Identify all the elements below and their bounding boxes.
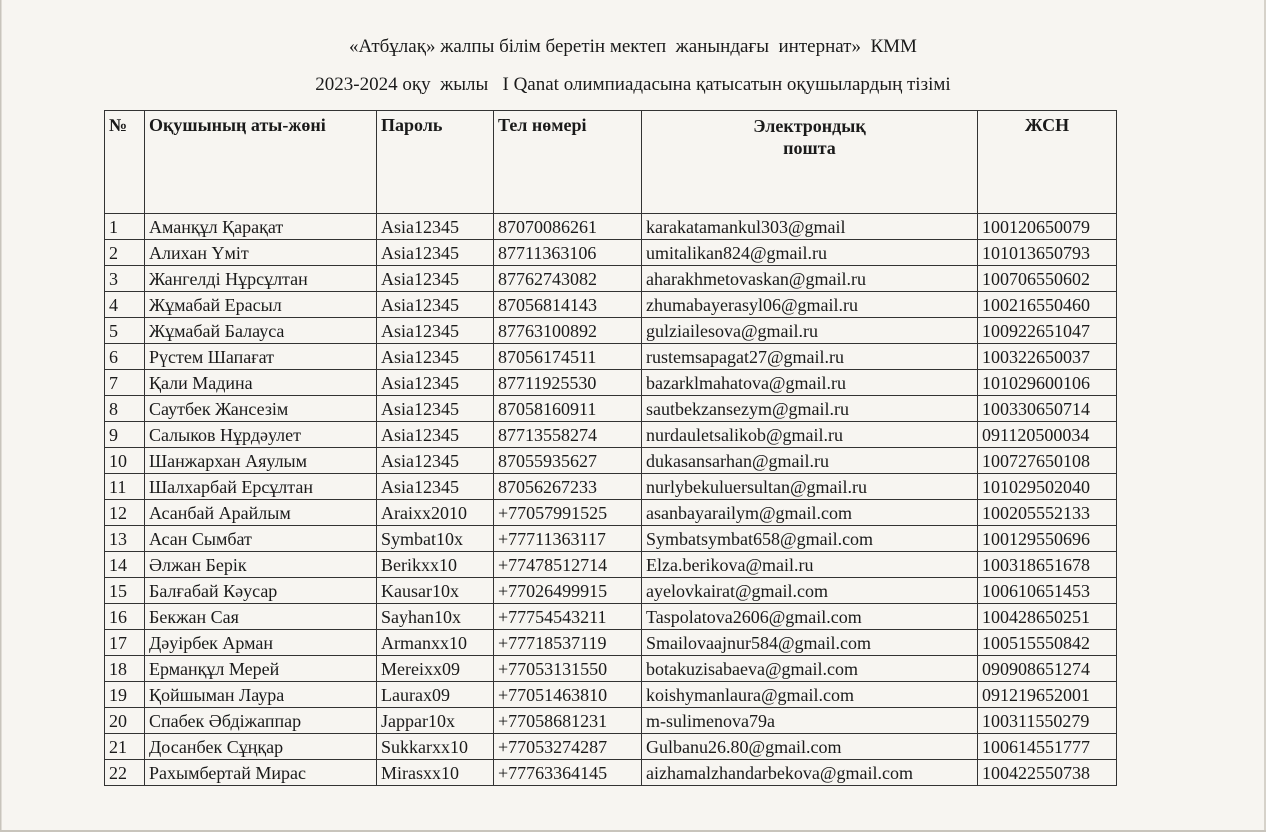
row-number-cell: 14 — [105, 552, 145, 578]
header-number: № — [105, 111, 145, 214]
student-name-cell: Жұмабай Балауса — [145, 318, 377, 344]
password-cell: Asia12345 — [377, 448, 494, 474]
phone-number-cell: 87070086261 — [494, 214, 642, 240]
row-number-cell: 16 — [105, 604, 145, 630]
student-name-cell: Шанжархан Аяулым — [145, 448, 377, 474]
student-name-cell: Қали Мадина — [145, 370, 377, 396]
student-name-cell: Салыков Нұрдәулет — [145, 422, 377, 448]
email-cell: koishymanlaura@gmail.com — [642, 682, 978, 708]
iin-cell: 100205552133 — [978, 500, 1117, 526]
password-cell: Berikxx10 — [377, 552, 494, 578]
password-cell: Asia12345 — [377, 474, 494, 500]
password-cell: Jappar10x — [377, 708, 494, 734]
student-name-cell: Рахымбертай Мирас — [145, 760, 377, 786]
email-cell: sautbekzansezym@gmail.ru — [642, 396, 978, 422]
row-number-cell: 10 — [105, 448, 145, 474]
row-number-cell: 15 — [105, 578, 145, 604]
header-phone: Тел нөмері — [494, 111, 642, 214]
header-password: Пароль — [377, 111, 494, 214]
phone-number-cell: 87711925530 — [494, 370, 642, 396]
email-cell: nurdauletsalikob@gmail.ru — [642, 422, 978, 448]
iin-cell: 100428650251 — [978, 604, 1117, 630]
student-name-cell: Спабек Әбдіжаппар — [145, 708, 377, 734]
table-row — [105, 448, 1117, 474]
iin-cell: 090908651274 — [978, 656, 1117, 682]
password-cell: Asia12345 — [377, 318, 494, 344]
table-row — [105, 604, 1117, 630]
row-number-cell: 17 — [105, 630, 145, 656]
table-row — [105, 474, 1117, 500]
password-cell: Asia12345 — [377, 396, 494, 422]
password-cell: Kausar10x — [377, 578, 494, 604]
student-name-cell: Асан Сымбат — [145, 526, 377, 552]
row-number-cell: 3 — [105, 266, 145, 292]
document-subtitle: 2023-2024 оқу жылы I Qanat олимпиадасына қатысатын оқушылардың тізімі — [315, 74, 951, 95]
email-cell: Elza.berikova@mail.ru — [642, 552, 978, 578]
row-number-cell: 19 — [105, 682, 145, 708]
row-number-cell: 18 — [105, 656, 145, 682]
iin-cell: 101029502040 — [978, 474, 1117, 500]
password-cell: Laurax09 — [377, 682, 494, 708]
student-name-cell: Ерманқұл Мерей — [145, 656, 377, 682]
email-cell: Symbatsymbat658@gmail.com — [642, 526, 978, 552]
email-cell: Taspolatova2606@gmail.com — [642, 604, 978, 630]
table-row — [105, 552, 1117, 578]
phone-number-cell: +77718537119 — [494, 630, 642, 656]
phone-number-cell: +77053274287 — [494, 734, 642, 760]
table-header-row — [105, 111, 1117, 214]
password-cell: Asia12345 — [377, 240, 494, 266]
student-name-cell: Жұмабай Ерасыл — [145, 292, 377, 318]
iin-cell: 101029600106 — [978, 370, 1117, 396]
phone-number-cell: 87713558274 — [494, 422, 642, 448]
student-name-cell: Балғабай Кәусар — [145, 578, 377, 604]
table-row — [105, 396, 1117, 422]
student-name-cell: Рүстем Шапағат — [145, 344, 377, 370]
table-row — [105, 266, 1117, 292]
password-cell: Asia12345 — [377, 422, 494, 448]
row-number-cell: 13 — [105, 526, 145, 552]
password-cell: Mirasxx10 — [377, 760, 494, 786]
password-cell: Sayhan10x — [377, 604, 494, 630]
phone-number-cell: +77763364145 — [494, 760, 642, 786]
student-name-cell: Алихан Үміт — [145, 240, 377, 266]
password-cell: Armanxx10 — [377, 630, 494, 656]
phone-number-cell: 87056267233 — [494, 474, 642, 500]
email-cell: aizhamalzhandarbekova@gmail.com — [642, 760, 978, 786]
email-cell: ayelovkairat@gmail.com — [642, 578, 978, 604]
row-number-cell: 9 — [105, 422, 145, 448]
table-row — [105, 292, 1117, 318]
email-cell: karakatamankul303@gmail — [642, 214, 978, 240]
phone-number-cell: +77478512714 — [494, 552, 642, 578]
phone-number-cell: +77026499915 — [494, 578, 642, 604]
iin-cell: 100318651678 — [978, 552, 1117, 578]
row-number-cell: 5 — [105, 318, 145, 344]
row-number-cell: 4 — [105, 292, 145, 318]
student-name-cell: Шалхарбай Ерсұлтан — [145, 474, 377, 500]
phone-number-cell: +77053131550 — [494, 656, 642, 682]
document-title: «Атбұлақ» жалпы білім беретін мектеп жанындағы интернат» КММ — [349, 36, 917, 57]
password-cell: Asia12345 — [377, 370, 494, 396]
row-number-cell: 12 — [105, 500, 145, 526]
email-cell: aharakhmetovaskan@gmail.ru — [642, 266, 978, 292]
email-cell: umitalikan824@gmail.ru — [642, 240, 978, 266]
iin-cell: 100330650714 — [978, 396, 1117, 422]
table-row — [105, 526, 1117, 552]
table-row — [105, 240, 1117, 266]
student-name-cell: Бекжан Сая — [145, 604, 377, 630]
email-cell: nurlybekuluersultan@gmail.ru — [642, 474, 978, 500]
student-name-cell: Асанбай Арайлым — [145, 500, 377, 526]
phone-number-cell: +77754543211 — [494, 604, 642, 630]
row-number-cell: 20 — [105, 708, 145, 734]
students-table — [104, 110, 1117, 786]
row-number-cell: 11 — [105, 474, 145, 500]
iin-cell: 100922651047 — [978, 318, 1117, 344]
phone-number-cell: +77058681231 — [494, 708, 642, 734]
email-cell: m-sulimenova79a — [642, 708, 978, 734]
iin-cell: 100727650108 — [978, 448, 1117, 474]
iin-cell: 100322650037 — [978, 344, 1117, 370]
email-cell: asanbayarailym@gmail.com — [642, 500, 978, 526]
email-cell: zhumabayerasyl06@gmail.ru — [642, 292, 978, 318]
phone-number-cell: 87762743082 — [494, 266, 642, 292]
row-number-cell: 21 — [105, 734, 145, 760]
table-row — [105, 656, 1117, 682]
table-row — [105, 630, 1117, 656]
iin-cell: 100216550460 — [978, 292, 1117, 318]
table-row — [105, 500, 1117, 526]
iin-cell: 100422550738 — [978, 760, 1117, 786]
password-cell: Asia12345 — [377, 292, 494, 318]
student-name-cell: Әлжан Берік — [145, 552, 377, 578]
phone-number-cell: 87056814143 — [494, 292, 642, 318]
row-number-cell: 1 — [105, 214, 145, 240]
phone-number-cell: 87711363106 — [494, 240, 642, 266]
table-row — [105, 760, 1117, 786]
header-student-name: Оқушының аты-жөні — [145, 111, 377, 214]
row-number-cell: 22 — [105, 760, 145, 786]
phone-number-cell: 87763100892 — [494, 318, 642, 344]
phone-number-cell: 87058160911 — [494, 396, 642, 422]
password-cell: Asia12345 — [377, 214, 494, 240]
student-name-cell: Жангелді Нұрсұлтан — [145, 266, 377, 292]
password-cell: Asia12345 — [377, 266, 494, 292]
iin-cell: 101013650793 — [978, 240, 1117, 266]
table-row — [105, 708, 1117, 734]
student-name-cell: Дәуірбек Арман — [145, 630, 377, 656]
email-cell: gulziailesova@gmail.ru — [642, 318, 978, 344]
table-body — [105, 214, 1117, 786]
table-row — [105, 318, 1117, 344]
iin-cell: 100515550842 — [978, 630, 1117, 656]
iin-cell: 100706550602 — [978, 266, 1117, 292]
header-email: Электрондық пошта — [642, 111, 978, 214]
table-row — [105, 578, 1117, 604]
phone-number-cell: +77051463810 — [494, 682, 642, 708]
iin-cell: 091120500034 — [978, 422, 1117, 448]
password-cell: Asia12345 — [377, 344, 494, 370]
student-name-cell: Досанбек Сұңқар — [145, 734, 377, 760]
row-number-cell: 6 — [105, 344, 145, 370]
student-name-cell: Қойшыман Лаура — [145, 682, 377, 708]
password-cell: Mereixx09 — [377, 656, 494, 682]
iin-cell: 100610651453 — [978, 578, 1117, 604]
table-row — [105, 370, 1117, 396]
iin-cell: 100614551777 — [978, 734, 1117, 760]
iin-cell: 100311550279 — [978, 708, 1117, 734]
table-row — [105, 422, 1117, 448]
email-cell: bazarklmahatova@gmail.ru — [642, 370, 978, 396]
iin-cell: 100120650079 — [978, 214, 1117, 240]
header-iin: ЖСН — [978, 111, 1117, 214]
password-cell: Symbat10x — [377, 526, 494, 552]
student-name-cell: Саутбек Жансезім — [145, 396, 377, 422]
iin-cell: 091219652001 — [978, 682, 1117, 708]
iin-cell: 100129550696 — [978, 526, 1117, 552]
email-cell: dukasansarhan@gmail.ru — [642, 448, 978, 474]
table-row — [105, 344, 1117, 370]
row-number-cell: 7 — [105, 370, 145, 396]
row-number-cell: 2 — [105, 240, 145, 266]
phone-number-cell: 87055935627 — [494, 448, 642, 474]
email-cell: botakuzisabaeva@gmail.com — [642, 656, 978, 682]
phone-number-cell: +77057991525 — [494, 500, 642, 526]
email-cell: rustemsapagat27@gmail.ru — [642, 344, 978, 370]
phone-number-cell: +77711363117 — [494, 526, 642, 552]
table-row — [105, 734, 1117, 760]
row-number-cell: 8 — [105, 396, 145, 422]
email-cell: Smailovaajnur584@gmail.com — [642, 630, 978, 656]
table-row — [105, 682, 1117, 708]
student-name-cell: Аманқұл Қарақат — [145, 214, 377, 240]
phone-number-cell: 87056174511 — [494, 344, 642, 370]
password-cell: Sukkarxx10 — [377, 734, 494, 760]
email-cell: Gulbanu26.80@gmail.com — [642, 734, 978, 760]
table-row — [105, 214, 1117, 240]
password-cell: Araixx2010 — [377, 500, 494, 526]
